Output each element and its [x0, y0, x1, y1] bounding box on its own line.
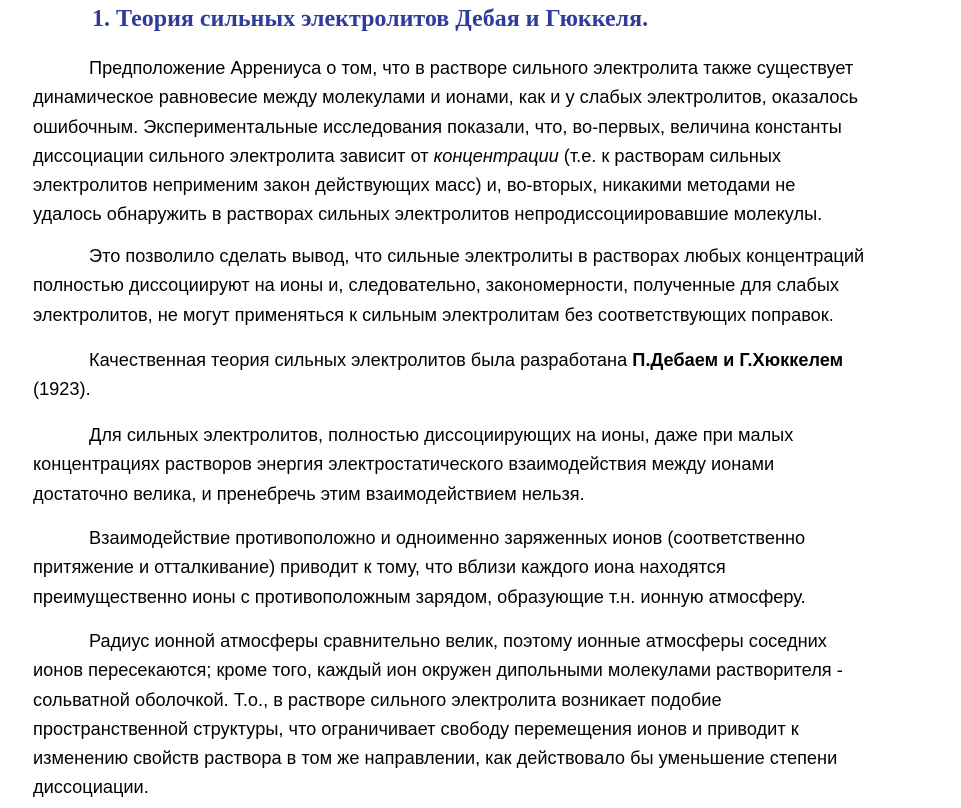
- text-line: диссоциации.: [33, 777, 149, 798]
- text-line: ошибочным. Экспериментальные исследования показали, что, во-первых, величина константы: [33, 116, 842, 137]
- paragraph-arrhenius: [33, 54, 958, 230]
- text-line: достаточно велика, и пренебречь этим взаимодействием нельзя.: [33, 483, 585, 504]
- text-line: электролитов, не могут применяться к сильным электролитам без соответствующих поправок.: [33, 304, 834, 325]
- paragraph-atmosphere-radius: [33, 627, 958, 803]
- text-line: Для сильных электролитов, полностью диссоциирующих на ионы, даже при малых: [89, 425, 794, 445]
- text-line: Радиус ионной атмосферы сравнительно велик, поэтому ионные атмосферы соседних: [89, 631, 827, 651]
- text-run: Качественная теория сильных электролитов была разработана: [89, 350, 633, 370]
- bold-authors: П.Дебаем и Г.Хюккелем: [632, 350, 844, 370]
- text-line: [33, 346, 958, 375]
- text-line: динамическое равновесие между молекулами и ионами, как и у слабых электролитов, оказалось: [33, 87, 859, 108]
- text-line: электролитов неприменим закон действующих масс) и, во-вторых, никакими методами не: [33, 175, 796, 196]
- paragraph-conclusion: [33, 242, 958, 330]
- text-line: (1923).: [33, 379, 91, 400]
- paragraph-interaction-energy: [33, 421, 958, 509]
- text-line: пространственной структуры, что ограничивает свободу перемещения ионов и приводит к: [33, 718, 799, 739]
- text-line: Это позволило сделать вывод, что сильные электролиты в растворах любых концентраций: [89, 246, 865, 266]
- text-line: сольватной оболочкой. Т.о., в растворе сильного электролита возникает подобие: [33, 689, 722, 710]
- text-line: изменению свойств раствора в том же направлении, как действовало бы уменьшение степени: [33, 748, 838, 769]
- text-line: Предположение Аррениуса о том, что в растворе сильного электролита также существует: [89, 58, 854, 78]
- text-line: [33, 142, 958, 171]
- paragraph-debye-huckel: [33, 346, 958, 405]
- italic-term: концентрации: [433, 145, 559, 166]
- text-run: (т.е. к растворам сильных: [558, 145, 781, 166]
- paragraph-ionic-atmosphere: [33, 524, 958, 612]
- text-line: удалось обнаружить в растворах сильных электролитов непродиссоциировавшие молекулы.: [33, 204, 823, 225]
- text-line: ионов пересекаются; кроме того, каждый ион окружен дипольными молекулами растворителя -: [33, 660, 843, 681]
- text-line: Взаимодействие противоположно и одноименно заряженных ионов (соответственно: [89, 528, 806, 548]
- text-line: притяжение и отталкивание) приводит к тому, что вблизи каждого иона находятся: [33, 557, 726, 578]
- text-line: концентрациях растворов энергия электростатического взаимодействия между ионами: [33, 454, 775, 475]
- text-line: полностью диссоциируют на ионы и, следовательно, закономерности, полученные для слабых: [33, 275, 839, 296]
- text-run: диссоциации сильного электролита зависит от: [33, 145, 434, 166]
- section-heading: 1. Теория сильных электролитов Дебая и Гюккеля.: [92, 6, 649, 32]
- text-line: преимущественно ионы с противоположным зарядом, образующие т.н. ионную атмосферу.: [33, 586, 806, 607]
